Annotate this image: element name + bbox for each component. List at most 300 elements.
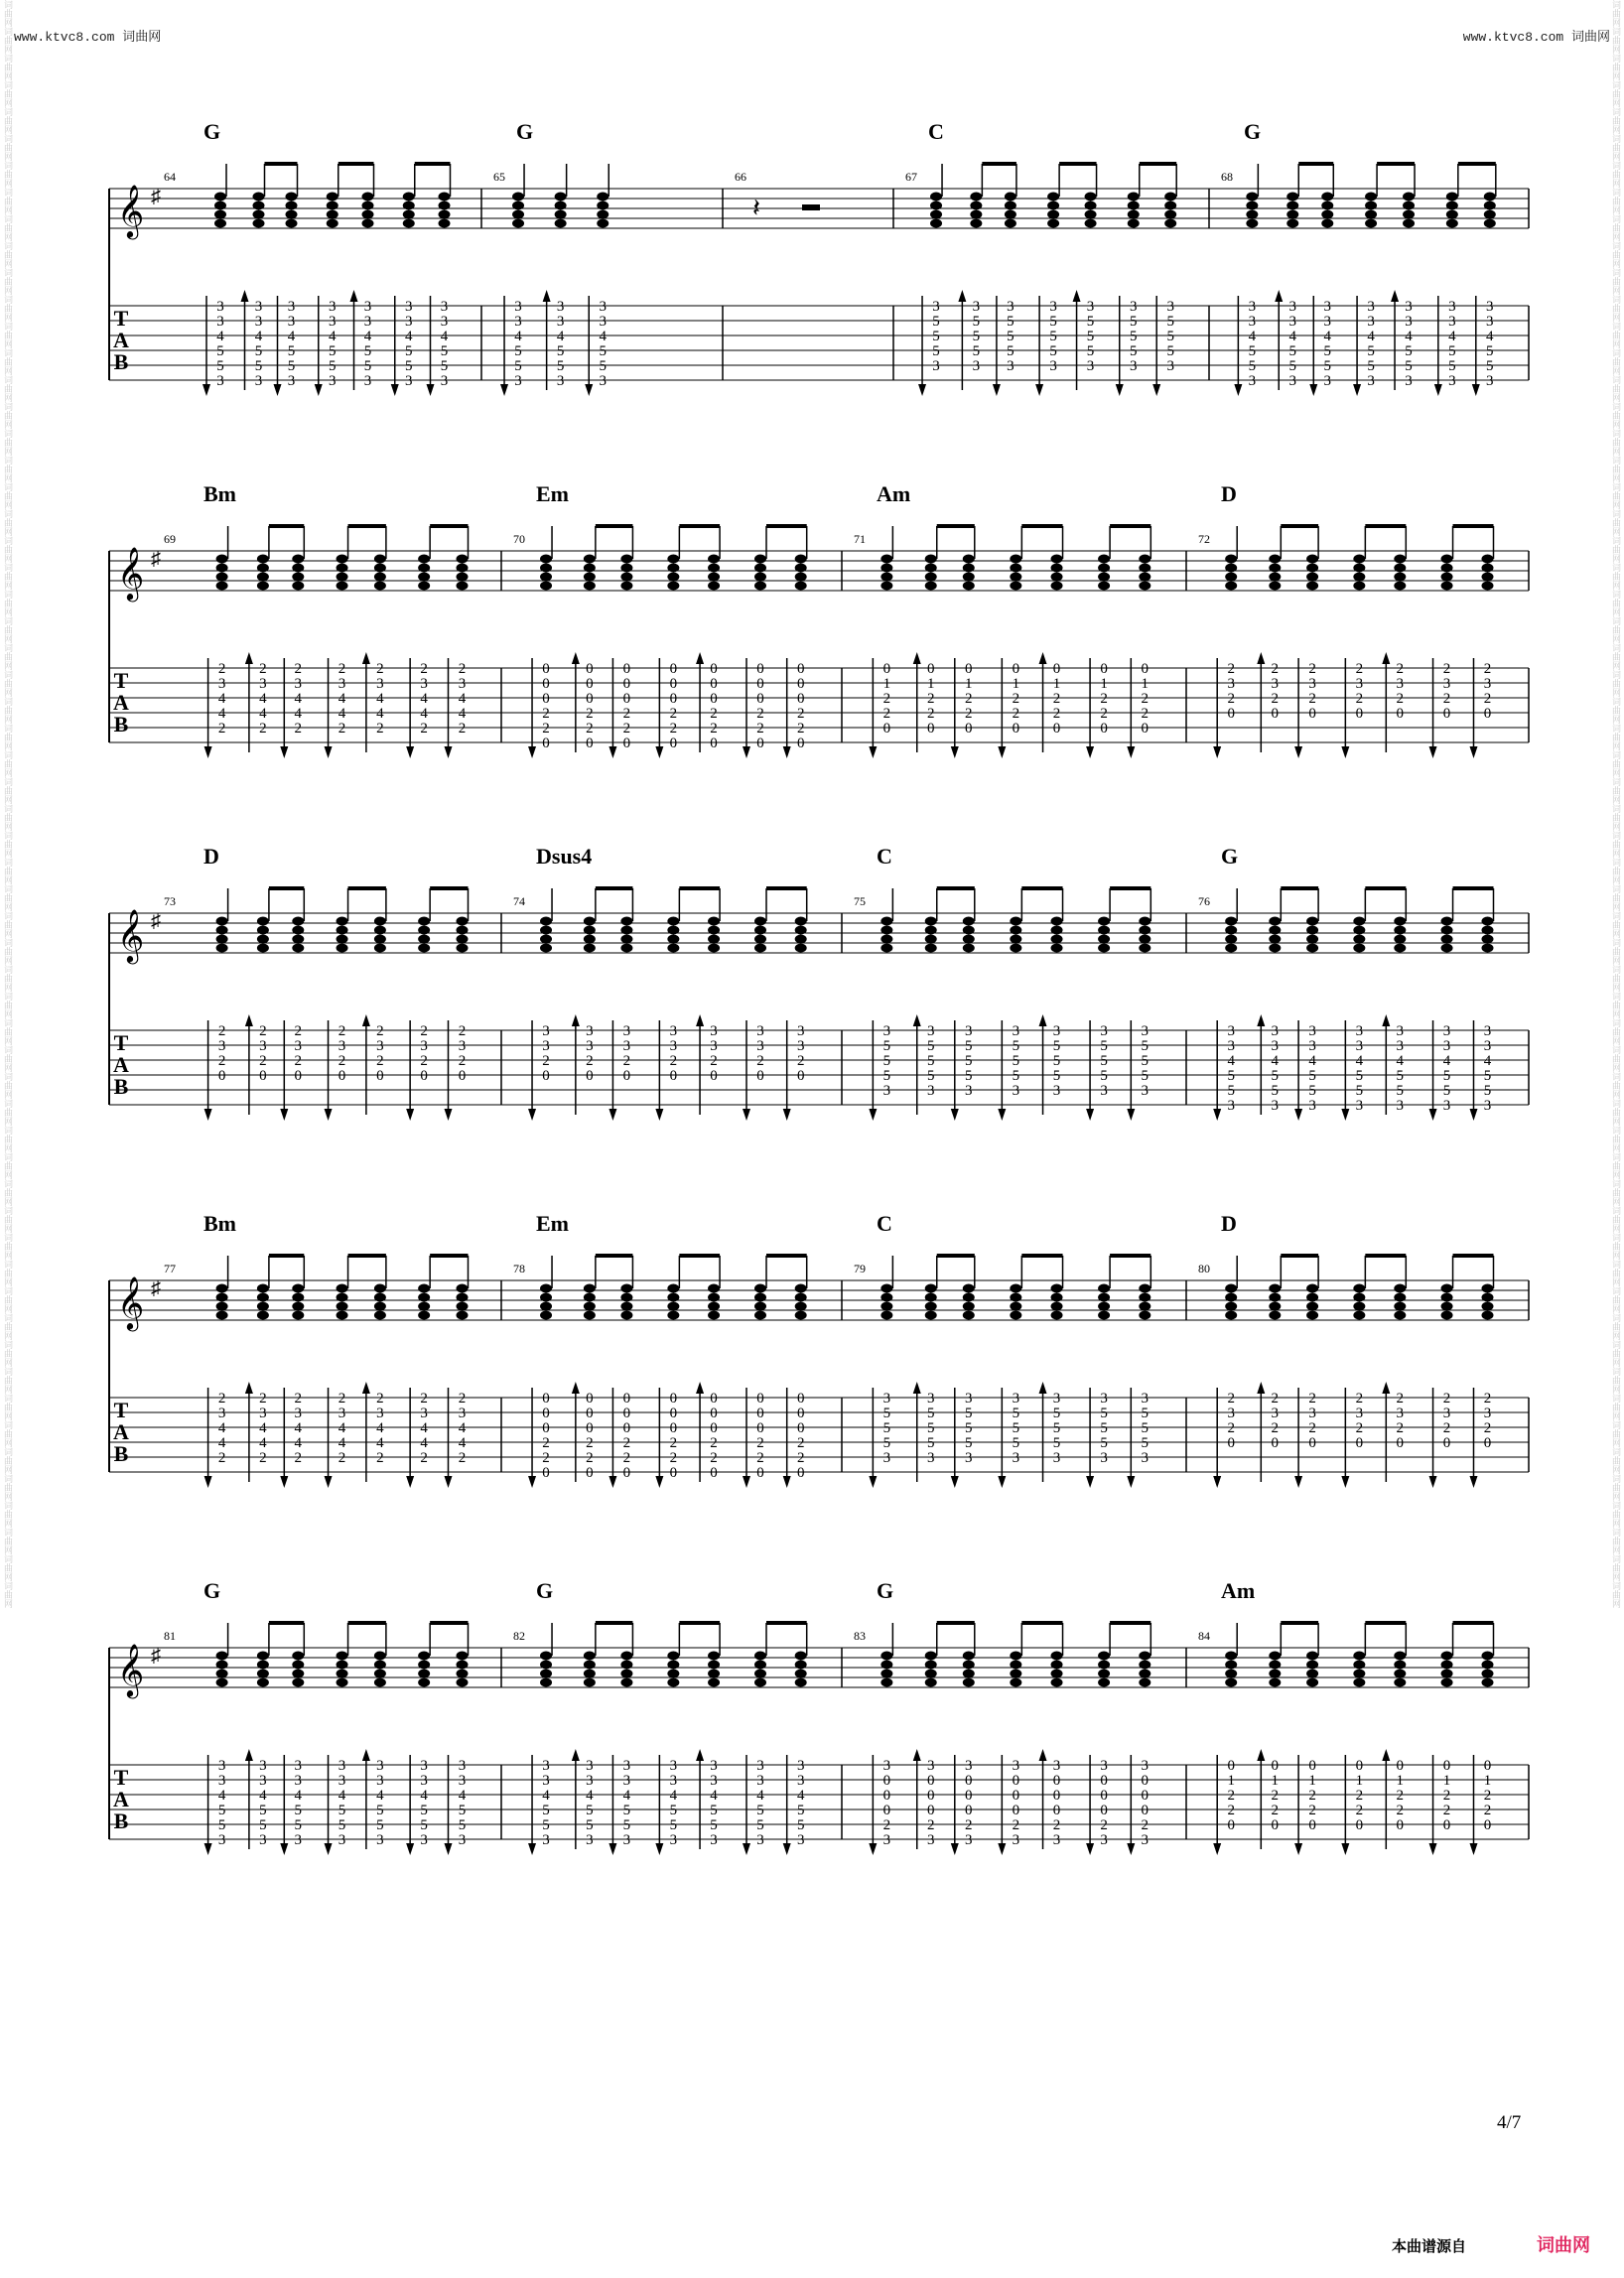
tab-fret-number: 0 — [1271, 1817, 1280, 1833]
watermark-text: 词曲网 — [3, 643, 13, 670]
notehead — [795, 1670, 807, 1678]
strum-up-arrow-icon — [696, 1382, 704, 1394]
watermark-text: 词曲网 — [1611, 1474, 1621, 1501]
note-beam — [937, 886, 975, 890]
notehead — [754, 1293, 766, 1302]
notehead — [257, 926, 269, 935]
notehead — [1403, 193, 1415, 201]
tab-fret-number: 2 — [756, 1450, 764, 1466]
strum-down-arrow-icon — [1470, 746, 1478, 758]
tab-fret-number: 3 — [932, 358, 940, 374]
tab-fret-number: 3 — [965, 1450, 973, 1466]
notehead — [374, 573, 386, 582]
tab-fret-number: 3 — [796, 1023, 805, 1039]
notehead — [925, 1661, 937, 1670]
tab-fret-number: 3 — [1141, 1023, 1150, 1039]
notehead — [1010, 573, 1021, 582]
tab-fret-number: 3 — [1141, 1450, 1150, 1466]
notehead — [1225, 555, 1237, 564]
notehead — [286, 201, 298, 210]
tab-fret-number: 2 — [1271, 1788, 1280, 1804]
tab-fret-number: 4 — [217, 706, 226, 722]
tab-fret-number: 2 — [376, 1053, 384, 1069]
tab-fret-number: 5 — [338, 1817, 346, 1833]
measure-number: 70 — [513, 532, 525, 546]
watermark-text: 词曲网 — [1611, 831, 1621, 858]
notehead — [597, 210, 609, 219]
tab-fret-number: 3 — [1308, 1023, 1316, 1039]
notehead — [880, 1302, 892, 1311]
notehead — [1365, 193, 1377, 201]
key-signature-sharp: ♯ — [151, 1645, 161, 1667]
strum-down-arrow-icon — [1152, 384, 1160, 396]
watermark-text: 词曲网 — [1611, 1528, 1621, 1554]
tab-fret-number: 2 — [1100, 691, 1108, 707]
notehead — [1010, 582, 1021, 591]
tab-fret-number: 4 — [1355, 1053, 1364, 1069]
notehead — [925, 1311, 937, 1320]
tab-fret-number: 2 — [542, 706, 550, 722]
note-beam — [1140, 162, 1176, 166]
tab-fret-number: 2 — [1012, 706, 1020, 722]
tab-fret-number: 4 — [1323, 329, 1332, 344]
notehead — [1139, 564, 1150, 573]
notehead — [1098, 944, 1110, 953]
strum-down-arrow-icon — [1294, 1843, 1302, 1855]
tab-fret-number: 3 — [926, 1391, 935, 1407]
watermark-text: 词曲网 — [1611, 992, 1621, 1018]
notehead — [216, 573, 228, 582]
notehead — [292, 1678, 304, 1687]
notehead — [925, 1302, 937, 1311]
notehead — [880, 1670, 892, 1678]
strum-down-arrow-icon — [951, 746, 959, 758]
watermark-text: 词曲网 — [1611, 348, 1621, 375]
strum-up-arrow-icon — [572, 1014, 580, 1026]
watermark-text: 词曲网 — [1611, 1206, 1621, 1233]
strum-down-arrow-icon — [1341, 1843, 1349, 1855]
notehead — [708, 1284, 720, 1293]
watermark-text: 词曲网 — [3, 1260, 13, 1286]
notehead — [1047, 219, 1059, 228]
watermark-text: 词曲网 — [3, 1367, 13, 1394]
measure-number: 75 — [854, 894, 866, 908]
tab-fret-number: 3 — [1396, 1038, 1405, 1054]
notehead — [1441, 1302, 1453, 1311]
tab-fret-number: 2 — [1483, 1788, 1492, 1804]
tab-fret-number: 3 — [1355, 676, 1364, 692]
notehead — [584, 1652, 596, 1661]
tab-fret-number: 0 — [420, 1068, 428, 1084]
notehead — [795, 935, 807, 944]
notehead — [1139, 1678, 1150, 1687]
tab-fret-number: 5 — [965, 1420, 973, 1436]
tab-fret-number: 4 — [1367, 329, 1375, 344]
tab-fret-number: 4 — [420, 1435, 428, 1451]
notehead — [620, 1293, 632, 1302]
note-beam — [982, 162, 1016, 166]
notehead — [1394, 935, 1406, 944]
notehead — [1269, 1284, 1281, 1293]
notehead — [754, 1670, 766, 1678]
tab-fret-number: 3 — [1012, 1391, 1020, 1407]
tab-fret-number: 0 — [586, 661, 594, 677]
tab-fret-number: 3 — [756, 1832, 764, 1848]
strum-down-arrow-icon — [204, 1843, 212, 1855]
tab-fret-number: 3 — [882, 1391, 891, 1407]
tab-fret-number: 2 — [710, 706, 718, 722]
notehead — [540, 555, 552, 564]
tab-fret-number: 2 — [1227, 661, 1235, 677]
strum-down-arrow-icon — [325, 746, 333, 758]
tab-fret-number: 3 — [1049, 299, 1057, 315]
notehead — [1394, 1670, 1406, 1678]
tab-fret-number: 2 — [1308, 1420, 1316, 1436]
tab-fret-number: 5 — [926, 1053, 935, 1069]
notehead — [584, 582, 596, 591]
strum-down-arrow-icon — [783, 746, 791, 758]
tab-fret-number: 4 — [458, 1420, 467, 1436]
tab-fret-number: 5 — [1086, 314, 1095, 330]
notehead — [880, 582, 892, 591]
tab-fret-number: 1 — [1141, 676, 1150, 692]
notehead — [1010, 935, 1021, 944]
notehead — [1051, 1678, 1063, 1687]
notehead — [1128, 219, 1140, 228]
note-beam — [1365, 524, 1406, 528]
tab-fret-number: 2 — [294, 1053, 303, 1069]
tab-fret-number: 2 — [1396, 691, 1405, 707]
tab-fret-number: 0 — [882, 1788, 891, 1804]
tab-fret-number: 3 — [1100, 1450, 1108, 1466]
tab-fret-number: 5 — [556, 343, 565, 359]
tab-fret-number: 3 — [1052, 1391, 1061, 1407]
notehead — [1051, 935, 1063, 944]
tab-fret-number: 2 — [542, 1053, 550, 1069]
tab-fret-number: 3 — [965, 1023, 973, 1039]
note-beam — [1021, 886, 1062, 890]
notehead — [457, 1302, 469, 1311]
notehead — [1047, 210, 1059, 219]
notehead — [457, 935, 469, 944]
watermark-text: 词曲网 — [1611, 1501, 1621, 1528]
strum-up-arrow-icon — [913, 1014, 921, 1026]
tab-fret-number: 5 — [514, 343, 522, 359]
tab-fret-number: 3 — [514, 299, 522, 315]
watermark-text: 词曲网 — [3, 241, 13, 268]
notehead — [374, 582, 386, 591]
strum-down-arrow-icon — [280, 1109, 288, 1121]
strum-down-arrow-icon — [280, 1476, 288, 1488]
notehead — [1482, 926, 1494, 935]
strum-down-arrow-icon — [1429, 1843, 1437, 1855]
notehead — [1441, 1284, 1453, 1293]
notehead — [1051, 1652, 1063, 1661]
notehead — [1010, 1652, 1021, 1661]
tab-fret-number: 5 — [1141, 1053, 1150, 1069]
notehead — [930, 219, 942, 228]
watermark-text: 词曲网 — [3, 697, 13, 724]
notehead — [457, 1284, 469, 1293]
notehead — [1482, 573, 1494, 582]
notehead — [418, 564, 430, 573]
notehead — [708, 1661, 720, 1670]
tab-fret-number: 5 — [1100, 1038, 1108, 1054]
strum-up-arrow-icon — [572, 652, 580, 664]
tab-fret-number: 3 — [294, 1832, 303, 1848]
tab-fret-number: 0 — [926, 661, 935, 677]
tab-fret-number: 3 — [294, 1406, 303, 1421]
tab-fret-number: 0 — [622, 1406, 631, 1421]
notehead — [362, 201, 374, 210]
tab-fret-number: 5 — [458, 1803, 467, 1818]
tab-fret-number: 3 — [254, 299, 263, 315]
tab-fret-number: 2 — [458, 1391, 467, 1407]
notehead — [439, 193, 451, 201]
tab-fret-number: 5 — [1323, 358, 1332, 374]
tab-fret-number: 5 — [1486, 343, 1494, 359]
strum-down-arrow-icon — [1234, 384, 1242, 396]
tab-fret-number: 4 — [542, 1788, 550, 1804]
treble-clef-icon: 𝄞 — [117, 910, 145, 961]
tab-fret-number: 3 — [542, 1773, 550, 1789]
notehead — [418, 573, 430, 582]
tab-fret-number: 5 — [1288, 343, 1296, 359]
tab-fret-number: 5 — [440, 343, 449, 359]
tab-fret-number: 4 — [420, 691, 428, 707]
notehead — [708, 1678, 720, 1687]
key-signature-sharp: ♯ — [151, 1277, 161, 1299]
tab-fret-number: 3 — [420, 1758, 428, 1774]
notehead — [1441, 582, 1453, 591]
tab-fret-number: 4 — [259, 1435, 267, 1451]
tab-fret-number: 3 — [710, 1773, 718, 1789]
strum-down-arrow-icon — [585, 384, 593, 396]
notehead — [1051, 555, 1063, 564]
tab-fret-number: 3 — [1012, 1758, 1020, 1774]
tab-fret-number: 0 — [756, 1420, 764, 1436]
tab-fret-number: 2 — [1308, 1391, 1316, 1407]
notehead — [1306, 1311, 1318, 1320]
notehead — [337, 944, 348, 953]
tab-fret-number: 3 — [926, 1450, 935, 1466]
tab-label-letter: B — [113, 1074, 129, 1099]
notehead — [1085, 193, 1097, 201]
tab-fret-number: 0 — [710, 661, 718, 677]
tab-fret-number: 4 — [796, 1788, 805, 1804]
strum-down-arrow-icon — [325, 1843, 333, 1855]
watermark-text: 词曲网 — [3, 0, 13, 27]
watermark-text: 词曲网 — [1611, 27, 1621, 54]
tab-fret-number: 3 — [1442, 1023, 1451, 1039]
tab-fret-number: 2 — [259, 1053, 267, 1069]
notehead — [1482, 1678, 1494, 1687]
tab-fret-number: 0 — [796, 1391, 805, 1407]
tab-fret-number: 0 — [542, 691, 550, 707]
strum-down-arrow-icon — [1127, 1109, 1135, 1121]
tab-fret-number: 0 — [710, 1406, 718, 1421]
tab-fret-number: 5 — [420, 1817, 428, 1833]
tab-fret-number: 0 — [1227, 1758, 1235, 1774]
tab-fret-number: 3 — [710, 1038, 718, 1054]
tab-fret-number: 2 — [710, 1450, 718, 1466]
tab-fret-number: 4 — [1486, 329, 1494, 344]
tab-fret-number: 3 — [376, 1406, 384, 1421]
tab-fret-number: 4 — [376, 1788, 384, 1804]
strum-up-arrow-icon — [1275, 290, 1283, 302]
notehead — [418, 926, 430, 935]
watermark-text: 词曲网 — [3, 27, 13, 54]
notehead — [667, 935, 679, 944]
tab-fret-number: 3 — [1355, 1023, 1364, 1039]
watermark-text: 词曲网 — [1611, 563, 1621, 590]
tab-fret-number: 3 — [556, 373, 565, 389]
tab-fret-number: 3 — [217, 1406, 226, 1421]
tab-fret-number: 3 — [1130, 299, 1138, 315]
tab-fret-number: 3 — [420, 1406, 428, 1421]
notehead — [1482, 1311, 1494, 1320]
tab-fret-number: 5 — [882, 1038, 891, 1054]
watermark-text: 词曲网 — [3, 724, 13, 750]
chord-name: G — [203, 1578, 221, 1603]
notehead — [925, 582, 937, 591]
tab-fret-number: 3 — [972, 299, 981, 315]
tab-fret-number: 0 — [1308, 1435, 1316, 1451]
notehead — [374, 935, 386, 944]
tab-fret-number: 3 — [756, 1758, 764, 1774]
notehead — [418, 582, 430, 591]
chord-name: Em — [536, 1211, 569, 1236]
notehead — [1051, 1311, 1063, 1320]
notehead — [1306, 564, 1318, 573]
notehead — [1010, 926, 1021, 935]
tab-fret-number: 3 — [882, 1832, 891, 1848]
notehead — [795, 1661, 807, 1670]
chord-name: Am — [1221, 1578, 1256, 1603]
watermark-text: 词曲网 — [3, 938, 13, 965]
tab-fret-number: 0 — [1227, 1817, 1235, 1833]
notehead — [1306, 555, 1318, 564]
tab-fret-number: 3 — [1141, 1758, 1150, 1774]
notehead — [403, 193, 415, 201]
tab-fret-number: 2 — [622, 1053, 631, 1069]
notehead — [457, 564, 469, 573]
tab-fret-number: 3 — [710, 1023, 718, 1039]
tab-fret-number: 3 — [294, 676, 303, 692]
tab-fret-number: 2 — [294, 1023, 303, 1039]
notehead — [1051, 1661, 1063, 1670]
tab-fret-number: 2 — [1012, 691, 1020, 707]
notehead — [1484, 210, 1496, 219]
tab-fret-number: 0 — [756, 1391, 764, 1407]
notehead — [754, 944, 766, 953]
tab-fret-number: 3 — [1288, 299, 1296, 315]
notehead — [708, 926, 720, 935]
strum-down-arrow-icon — [1470, 1476, 1478, 1488]
tab-fret-number: 4 — [338, 1435, 346, 1451]
strum-down-arrow-icon — [406, 1109, 414, 1121]
watermark-text: 词曲网 — [3, 214, 13, 241]
tab-fret-number: 5 — [1288, 358, 1296, 374]
strum-down-arrow-icon — [204, 1476, 212, 1488]
notehead — [216, 555, 228, 564]
notehead — [292, 1284, 304, 1293]
strum-down-arrow-icon — [391, 384, 399, 396]
watermark-text: 词曲网 — [3, 590, 13, 616]
strum-down-arrow-icon — [998, 1476, 1006, 1488]
notehead — [584, 1678, 596, 1687]
tab-fret-number: 4 — [217, 691, 226, 707]
notehead — [1286, 193, 1298, 201]
tab-fret-number: 3 — [1448, 373, 1456, 389]
tab-fret-number: 2 — [796, 1053, 805, 1069]
notehead — [584, 1311, 596, 1320]
tab-fret-number: 2 — [1271, 1803, 1280, 1818]
notehead — [540, 1661, 552, 1670]
strum-down-arrow-icon — [998, 746, 1006, 758]
tab-fret-number: 0 — [669, 676, 678, 692]
strum-down-arrow-icon — [993, 384, 1001, 396]
tab-fret-number: 3 — [420, 1038, 428, 1054]
tab-fret-number: 5 — [294, 1817, 303, 1833]
notehead — [708, 917, 720, 926]
watermark-text: 词曲网 — [3, 1340, 13, 1367]
tab-fret-number: 4 — [259, 1420, 267, 1436]
notehead — [963, 1311, 975, 1320]
tab-fret-number: 5 — [338, 1803, 346, 1818]
tab-fret-number: 5 — [1130, 343, 1138, 359]
notehead — [337, 564, 348, 573]
tab-fret-number: 3 — [932, 299, 940, 315]
note-beam — [766, 1254, 807, 1258]
notehead — [1139, 1661, 1150, 1670]
notehead — [362, 193, 374, 201]
tab-fret-number: 0 — [1012, 661, 1020, 677]
strum-down-arrow-icon — [1470, 1843, 1478, 1855]
measure-number: 74 — [513, 894, 525, 908]
notehead — [1394, 555, 1406, 564]
notehead — [880, 555, 892, 564]
tab-fret-number: 0 — [1100, 1773, 1108, 1789]
notehead — [1441, 555, 1453, 564]
notehead — [1098, 1311, 1110, 1320]
watermark-text: 词曲网 — [1611, 1313, 1621, 1340]
tab-fret-number: 4 — [622, 1788, 631, 1804]
notehead — [1446, 193, 1458, 201]
tab-fret-number: 3 — [217, 1758, 226, 1774]
tab-fret-number: 5 — [1100, 1068, 1108, 1084]
notehead — [1139, 917, 1150, 926]
tab-fret-number: 0 — [926, 1803, 935, 1818]
notehead — [667, 926, 679, 935]
measure-number: 68 — [1221, 170, 1233, 184]
tab-fret-number: 4 — [405, 329, 413, 344]
notehead — [253, 210, 265, 219]
notehead — [327, 193, 338, 201]
strum-down-arrow-icon — [280, 1843, 288, 1855]
tab-fret-number: 5 — [1012, 1068, 1020, 1084]
notehead — [620, 1661, 632, 1670]
notehead — [708, 1302, 720, 1311]
tab-fret-number: 3 — [420, 1832, 428, 1848]
tab-fret-number: 3 — [622, 1758, 631, 1774]
notehead — [457, 1311, 469, 1320]
watermark-text: 词曲网 — [3, 1313, 13, 1340]
note-beam — [430, 1254, 468, 1258]
watermark-text: 词曲网 — [3, 188, 13, 214]
note-beam — [937, 1254, 975, 1258]
tab-fret-number: 3 — [338, 1758, 346, 1774]
